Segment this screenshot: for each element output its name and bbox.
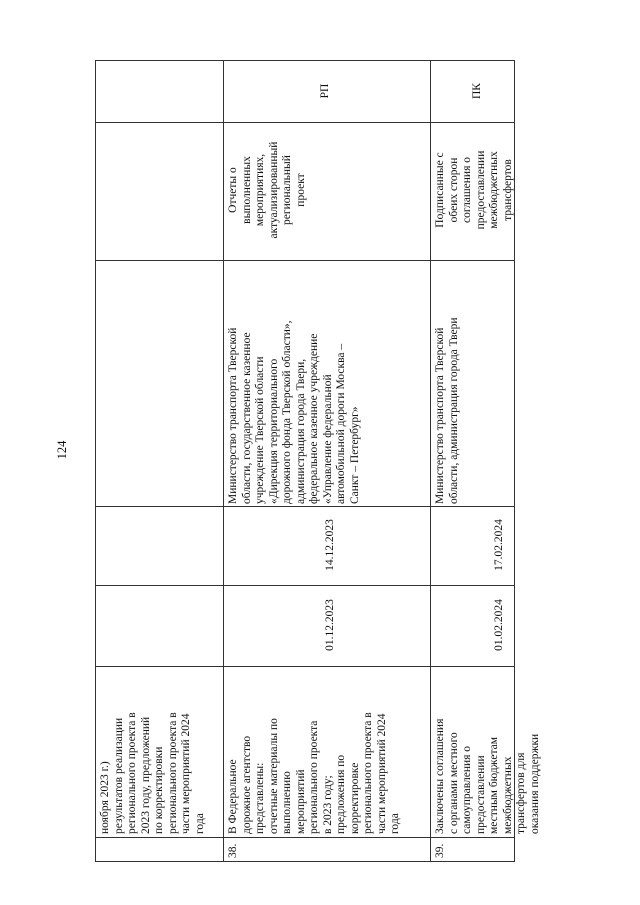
event-cell: В Федеральное дорожное агентство представлены: отчетные материалы по выполнению мероприятий регионального проекта в 2023 году; предложения по корректировке регионального проекта в части мероприятий 2024 года xyxy=(227,712,401,834)
table-row xyxy=(224,60,430,862)
responsible-cell: Министерство транспорта Тверской области, государственное казенное учреждение Тверской области «Дирекция территориального дорожного фонда Тверской области», администрация города Твери, федеральное казенное учреждение «Управление федеральной автомобильной дороги Москва – Санкт – Петербург» xyxy=(227,320,361,504)
row-number: 38. xyxy=(227,843,239,858)
start-date: 01.12.2023 xyxy=(324,599,336,651)
result-cell: Отчеты о выполненных мероприятиях, актуализированный региональный проект xyxy=(227,141,307,239)
row-number: 39. xyxy=(434,843,446,858)
responsible-cell: Министерство транспорта Тверской области, администрация города Твери xyxy=(434,317,460,504)
result-cell: Подписанные с обеих сторон соглашения о предоставлении межбюджетных трансфертов xyxy=(434,150,514,230)
end-date: 14.12.2023 xyxy=(324,519,336,571)
event-cell: Заключены соглашения с органами местного самоуправления о предоставлении местным бюджетам межбюджетных трансфертов для оказания поддержки xyxy=(434,718,541,834)
table-row xyxy=(431,60,541,862)
level-cell: РП xyxy=(319,83,331,99)
table-row xyxy=(96,60,223,862)
event-cell: ноября 2023 г.) результатов реализации регионального проекта в 2023 году, предложений по корректировки регионального проекта в части мероприятий 2024 года xyxy=(99,712,206,834)
level-cell: ПК xyxy=(471,83,483,99)
end-date: 17.02.2024 xyxy=(493,519,505,571)
start-date: 01.02.2024 xyxy=(493,599,505,651)
schedule-table xyxy=(95,60,541,862)
page-number: 124 xyxy=(55,440,69,460)
